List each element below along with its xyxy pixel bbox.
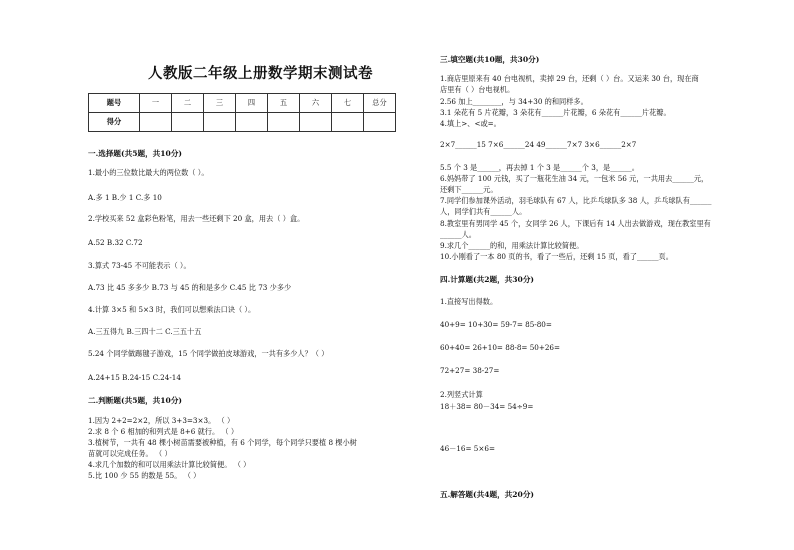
calculation-row: 18＋38= 80－34= 54÷9= bbox=[440, 402, 534, 411]
question-text: 2.求 8 个 6 相加的和列式是 8+6 就行。 （ ） bbox=[88, 427, 239, 436]
question-text: 9.求几个______的和，用乘法计算比较简便。 bbox=[440, 241, 584, 250]
answer-options: A.三五得九 B.三四十二 C.三五十五 bbox=[88, 327, 202, 336]
score-table-cell: 六 bbox=[300, 94, 332, 113]
score-input-cell[interactable] bbox=[332, 113, 364, 132]
calculation-row: 60+40= 26+10= 88-8= 50+26= bbox=[440, 343, 561, 352]
score-table-cell: 七 bbox=[332, 94, 364, 113]
question-text: 7.同学们参加课外活动，羽毛球队有 67 人，比乒乓球队多 38 人，乒乓球队有______ bbox=[440, 196, 712, 205]
score-input-cell[interactable] bbox=[140, 113, 172, 132]
question-text: 1.最小的三位数比最大的两位数（ ）。 bbox=[88, 168, 209, 177]
score-table-header-row bbox=[89, 94, 396, 113]
question-text: 6.妈妈带了 100 元钱，买了一瓶花生油 34 元，一包米 56 元，一共用去______元， bbox=[440, 174, 709, 183]
answer-options: A.24+15 B.24-15 C.24-14 bbox=[88, 373, 181, 382]
calculation-row: 46－16= 5×6= bbox=[440, 444, 495, 453]
score-input-cell[interactable] bbox=[300, 113, 332, 132]
question-text: 4.求几个加数的和可以用乘法计算比较简便。 （ ） bbox=[88, 460, 251, 469]
score-table-cell: 一 bbox=[140, 94, 172, 113]
score-table-cell: 总分 bbox=[364, 94, 396, 113]
score-input-cell[interactable] bbox=[172, 113, 204, 132]
question-text: 8.教室里有男同学 45 个，女同学 26 人，下课后有 14 人出去做游戏，现在教室里有 bbox=[440, 219, 711, 228]
calculation-row: 72+27= 38-27= bbox=[440, 366, 500, 375]
question-text: 5.5 个 3 是______，再去掉 1 个 3 是______个 3，是______。 bbox=[440, 163, 639, 172]
section-heading: 三.填空题(共10题，共30分) bbox=[440, 55, 540, 64]
section-heading: 一.选择题(共5题，共10分) bbox=[88, 149, 183, 158]
question-text: 店里有（ ）台电视机。 bbox=[440, 85, 515, 94]
question-text: 3.1 朵花有 5 片花瓣，3 朵花有______片花瓣，6 朵花有______片花瓣。 bbox=[440, 108, 671, 117]
question-text: 1.因为 2+2=2×2，所以 3+3=3×3。 （ ） bbox=[88, 416, 235, 425]
question-text: 苗就可以完成任务。 （ ） bbox=[88, 449, 172, 458]
answer-options: A.52 B.32 C.72 bbox=[88, 238, 143, 247]
score-input-cell[interactable] bbox=[268, 113, 300, 132]
question-text: 10.小刚看了一本 80 页的书，看了一些后，还剩 15 页，看了______页。 bbox=[440, 252, 673, 261]
answer-options: A.73 比 45 多多少 B.73 与 45 的和是多少 C.45 比 73 少多少 bbox=[88, 283, 292, 292]
score-input-cell[interactable] bbox=[204, 113, 236, 132]
question-text: 5.24 个同学做踢毽子游戏，15 个同学做拍皮球游戏，一共有多少人？（ ） bbox=[88, 349, 329, 358]
section-heading: 五.解答题(共4题，共20分) bbox=[440, 490, 535, 499]
score-table-score-row bbox=[89, 113, 396, 132]
score-table-cell: 三 bbox=[204, 94, 236, 113]
score-input-cell[interactable] bbox=[364, 113, 396, 132]
question-text: 人，同学们共有______人。 bbox=[440, 207, 527, 216]
question-text: 5.比 100 少 55 的数是 55。 （ ） bbox=[88, 471, 201, 480]
question-text: 1.商店里原来有 40 台电视机，卖掉 29 台，还剩（ ）台。又运来 30 台，现在商 bbox=[440, 74, 699, 83]
score-table-cell: 四 bbox=[236, 94, 268, 113]
question-text: 2.列竖式计算 bbox=[440, 390, 483, 399]
score-table-cell: 得分 bbox=[89, 113, 140, 132]
section-heading: 二.判断题(共5题，共10分) bbox=[88, 396, 183, 405]
question-text: 3.植树节，一共有 48 棵小树苗需要被种植，有 6 个同学，每个同学只要植 8 棵小树 bbox=[88, 438, 357, 447]
section-heading: 四.计算题(共2题，共30分) bbox=[440, 275, 535, 284]
score-table bbox=[88, 93, 396, 132]
question-text: 1.直接写出得数。 bbox=[440, 297, 498, 306]
score-table-cell: 二 bbox=[172, 94, 204, 113]
question-text: 4.填上>、<或=。 bbox=[440, 119, 501, 128]
score-input-cell[interactable] bbox=[236, 113, 268, 132]
question-text: 2.学校买来 52 盒彩色粉笔，用去一些还剩下 20 盒，用去（ ）盒。 bbox=[88, 214, 305, 223]
score-table-cell: 题号 bbox=[89, 94, 140, 113]
question-text: ______人。 bbox=[440, 230, 476, 239]
score-table-cell: 五 bbox=[268, 94, 300, 113]
question-text: 3.算式 73-45 不可能表示（ ）。 bbox=[88, 261, 191, 270]
question-text: 2×7______15 7×6______24 49______7×7 3×6______2×7 bbox=[440, 140, 637, 149]
question-text: 2.56 加上________，与 34+30 的和同样多。 bbox=[440, 97, 588, 106]
question-text: 4.计算 3×5 和 5×3 时，我们可以想乘法口诀（ ）。 bbox=[88, 305, 256, 314]
page-title: 人教版二年级上册数学期末测试卷 bbox=[148, 65, 373, 82]
question-text: 还剩下______元。 bbox=[440, 185, 498, 194]
calculation-row: 40+9= 10+30= 59-7= 85-80= bbox=[440, 320, 552, 329]
answer-options: A.多 1 B.少 1 C.多 10 bbox=[88, 193, 162, 202]
